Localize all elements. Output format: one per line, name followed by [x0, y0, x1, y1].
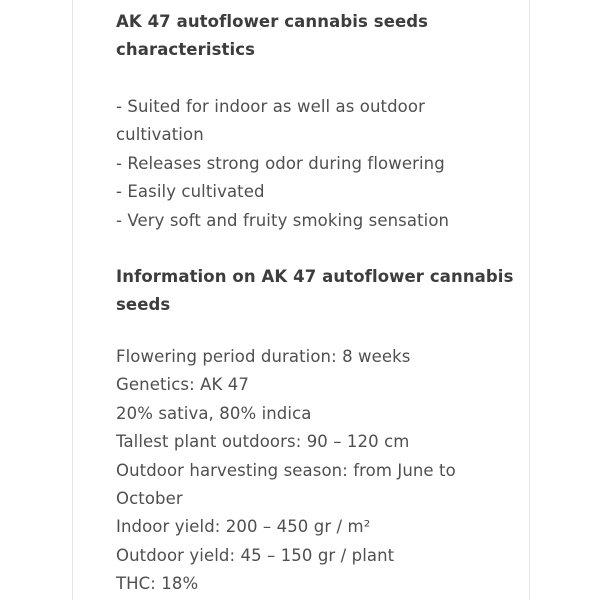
information-heading: Information on AK 47 autoflower cannabis seeds: [116, 267, 514, 315]
list-item: - Easily cultivated: [116, 182, 265, 202]
list-item: - Releases strong odor during flowering: [116, 153, 445, 173]
detail-line: Indoor yield: 200 – 450 gr / m²: [116, 517, 371, 537]
article-content: [116, 8, 516, 599]
information-details: [116, 343, 516, 599]
characteristics-list: [116, 93, 516, 235]
detail-line: Genetics: AK 47: [116, 375, 249, 395]
list-item: - Suited for indoor as well as outdoor cultivation: [116, 97, 425, 145]
detail-line: 20% sativa, 80% indica: [116, 403, 312, 423]
detail-line: Outdoor harvesting season: from June to October: [116, 460, 456, 509]
detail-line: Tallest plant outdoors: 90 – 120 cm: [116, 432, 410, 452]
list-item: - Very soft and fruity smoking sensation: [116, 210, 450, 230]
detail-line: Flowering period duration: 8 weeks: [116, 347, 411, 367]
content-card: [72, 0, 530, 600]
detail-line: THC: 18%: [116, 574, 199, 594]
detail-line: Outdoor yield: 45 – 150 gr / plant: [116, 545, 395, 565]
characteristics-heading: AK 47 autoflower cannabis seeds characteristics: [116, 12, 429, 59]
